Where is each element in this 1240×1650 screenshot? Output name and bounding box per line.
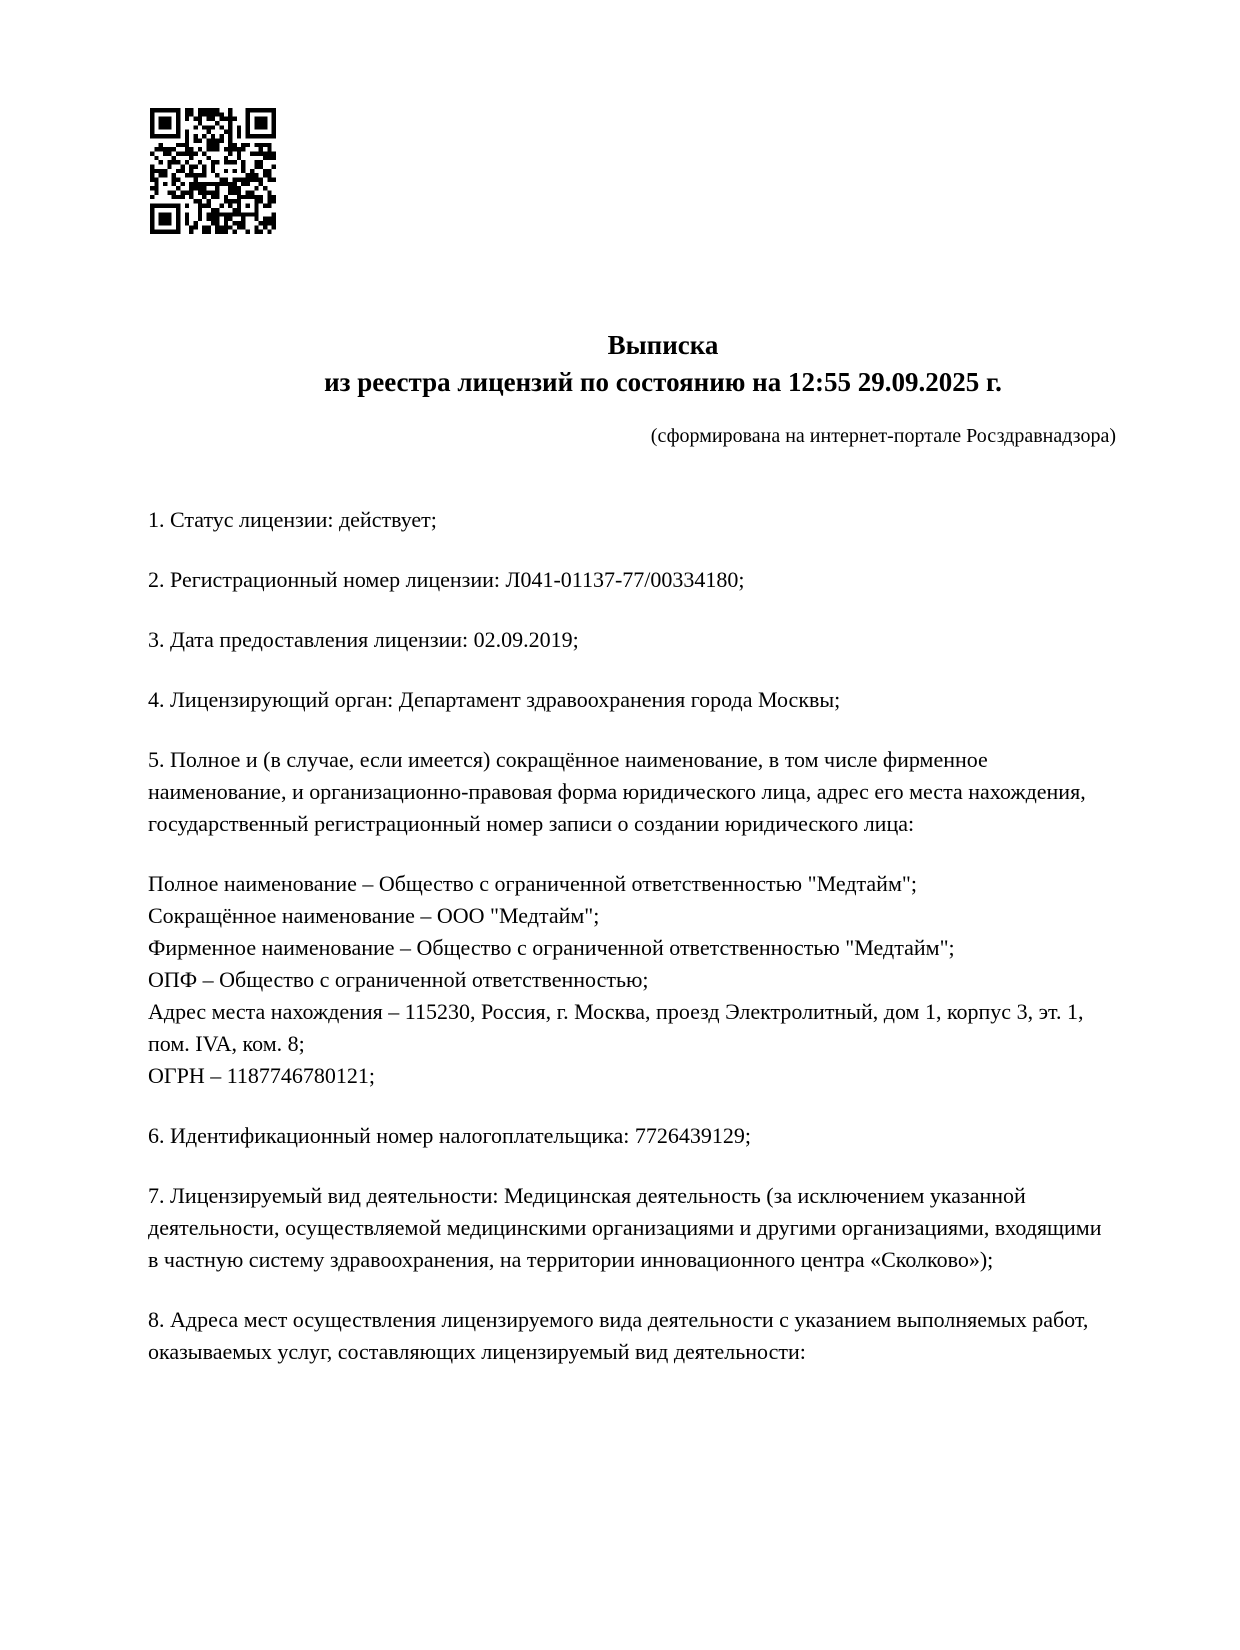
paragraph: Полное наименование – Общество с ограниченной ответственностью "Медтайм"; Сокращённое наименование – ООО "Медтайм"; Фирменное наименование – Общество с ограниченной ответственностью "Медтайм"; ОПФ – Общество с ограниченной ответственностью; Адрес места нахождения – 115230, Россия, г. Москва, проезд Электролитный, дом 1, корпус 3, эт. 1, пом. IVA, ком. 8; ОГРН – 1187746780121; xyxy=(148,871,1084,1088)
paragraph: 4. Лицензирующий орган: Департамент здравоохранения города Москвы; xyxy=(148,687,841,712)
qr-code-icon xyxy=(150,108,276,234)
title-line-2: из реестра лицензий по состоянию на 12:55 29.09.2025 г. xyxy=(324,367,1002,397)
paragraph: 2. Регистрационный номер лицензии: Л041-01137-77/00334180; xyxy=(148,567,745,592)
title-line-1: Выписка xyxy=(607,330,719,360)
paragraph: 7. Лицензируемый вид деятельности: Медицинская деятельность (за исключением указанной деятельности, осуществляемой медицинскими организациями и другими организациями, входящими в частную систему здравоохранения, на территории инновационного центра «Сколково»); xyxy=(148,1183,1102,1272)
document-subtitle: (сформирована на интернет-портале Росздравнадзора) xyxy=(650,425,1116,447)
document-title xyxy=(148,327,1116,401)
paragraph: 8. Адреса мест осуществления лицензируемого вида деятельности с указанием выполняемых работ, оказываемых услуг, составляющих лицензируемый вид деятельности: xyxy=(148,1307,1089,1364)
paragraph: 6. Идентификационный номер налогоплательщика: 7726439129; xyxy=(148,1123,751,1148)
paragraph: 1. Статус лицензии: действует; xyxy=(148,507,437,532)
paragraph: 5. Полное и (в случае, если имеется) сокращённое наименование, в том числе фирменное наименование, и организационно-правовая форма юридического лица, адрес его места нахождения, государственный регистрационный номер записи о создании юридического лица: xyxy=(148,747,1086,836)
document-body xyxy=(148,504,1116,1396)
paragraph: 3. Дата предоставления лицензии: 02.09.2019; xyxy=(148,627,579,652)
